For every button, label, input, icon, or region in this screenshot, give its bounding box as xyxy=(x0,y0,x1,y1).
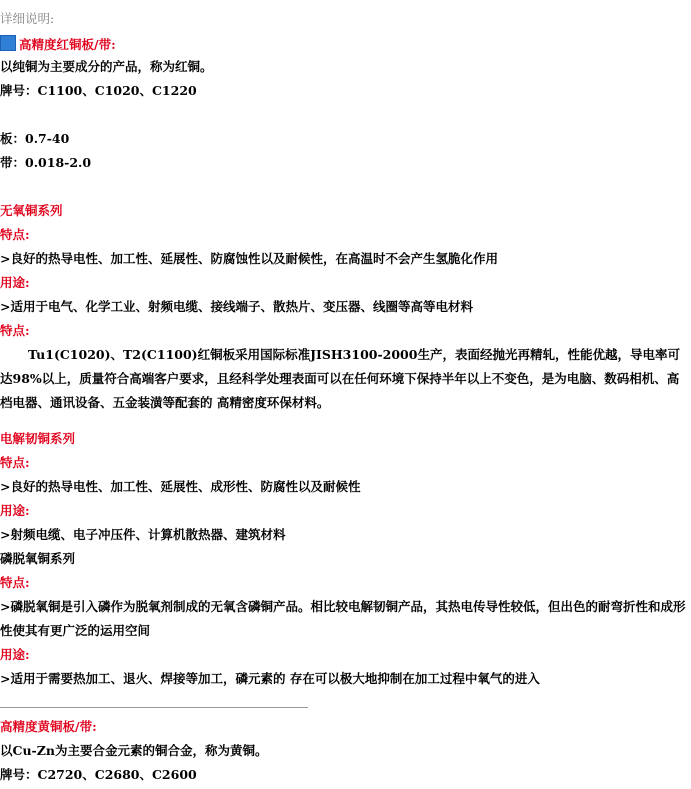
electrolytic-feature-text: >良好的热导电性、加工性、延展性、成形性、防腐性以及耐候性 xyxy=(0,479,361,494)
red-copper-plate: 板：0.7-40 xyxy=(0,131,70,146)
electrolytic-feature-label: 特点: xyxy=(0,455,30,470)
oxygen-free-feature2-label: 特点: xyxy=(0,323,30,338)
oxygen-free-feature2-text: Tu1(C1020)、T2(C1100)红铜板采用国际标准JISH3100-2000生产，表面经抛光再精轧，性能优越，导电率可达98%以上，质量符合高端客户要求，且经科学处理表面可以在任何环境下保持半年以上不变色，是为电脑、数码相机、高档电器、通讯设备、五金装潢等配套的 高精密度环保材料。 xyxy=(0,347,680,410)
oxygen-free-title: 无氧铜系列 xyxy=(0,203,63,218)
oxygen-free-use-text: >适用于电气、化学工业、射频电缆、接线端子、散热片、变压器、线圈等高等电材料 xyxy=(0,299,473,314)
brass-grades: 牌号：C2720、C2680、C2600 xyxy=(0,767,197,782)
phosphorus-title: 磷脱氧铜系列 xyxy=(0,551,76,566)
phosphorus-feature-text: >磷脱氧铜是引入磷作为脱氧剂制成的无氧含磷铜产品。相比较电解韧铜产品，其热电传导性较低，但出色的耐弯折性和成形性使其有更广泛的运用空间 xyxy=(0,599,686,638)
oxygen-free-feature-text: >良好的热导电性、加工性、延展性、防腐蚀性以及耐候性，在高温时不会产生氢脆化作用 xyxy=(0,251,498,266)
brass-intro: 以Cu-Zn为主要合金元素的铜合金，称为黄铜。 xyxy=(0,743,268,758)
divider xyxy=(0,707,308,708)
phosphorus-use-text: >适用于需要热加工、退火、焊接等加工，磷元素的 存在可以极大地抑制在加工过程中氧气的进入 xyxy=(0,671,540,686)
section-title-brass: 高精度黄铜板/带: xyxy=(0,719,97,734)
section-title-red-copper xyxy=(0,35,116,53)
phosphorus-feature-label: 特点: xyxy=(0,575,30,590)
blue-square-icon xyxy=(0,35,16,51)
section-title-text: 高精度红铜板/带: xyxy=(19,37,116,52)
red-copper-intro: 以纯铜为主要成分的产品，称为红铜。 xyxy=(0,59,213,74)
oxygen-free-feature2-paragraph xyxy=(0,343,688,415)
detail-label: 详细说明: xyxy=(0,11,55,26)
electrolytic-title: 电解韧铜系列 xyxy=(0,431,76,446)
oxygen-free-feature-label: 特点: xyxy=(0,227,30,242)
oxygen-free-use-label: 用途: xyxy=(0,275,30,290)
red-copper-strip: 带：0.018-2.0 xyxy=(0,155,92,170)
electrolytic-use-text: >射频电缆、电子冲压件、计算机散热器、建筑材料 xyxy=(0,527,286,542)
red-copper-grades: 牌号：C1100、C1020、C1220 xyxy=(0,83,197,98)
phosphorus-use-label: 用途: xyxy=(0,647,30,662)
electrolytic-use-label: 用途: xyxy=(0,503,30,518)
